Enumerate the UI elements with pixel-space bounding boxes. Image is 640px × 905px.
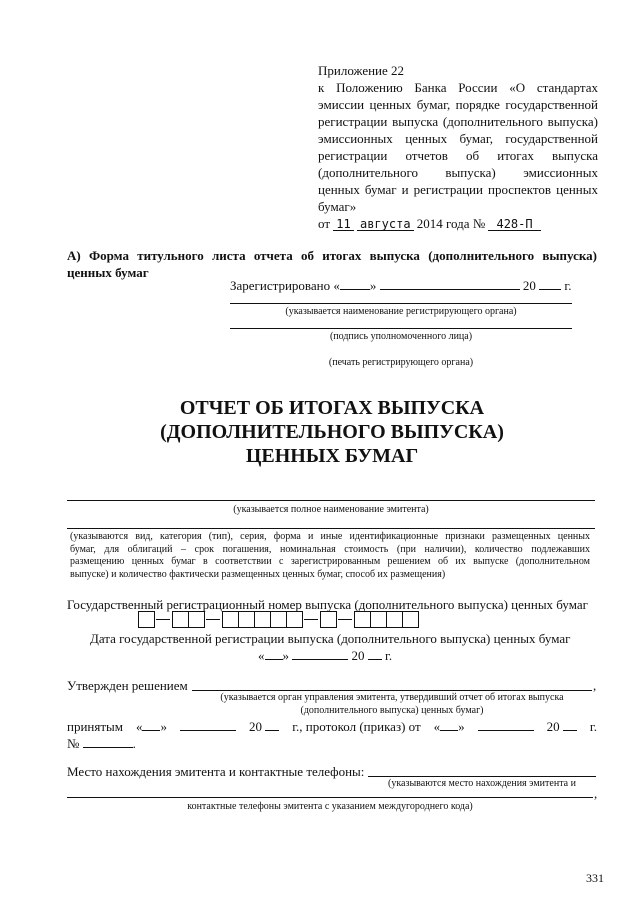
appendix-line: к Положению Банка России «О стандартах [318,80,598,95]
reg-number-separator [206,619,220,620]
approved-note-line: (указывается орган управления эмитента, утвердивший отчет об итогах выпуска [220,692,564,703]
adopted-line [67,718,597,735]
appendix-line: бумаг» [318,199,357,214]
adopted-label: принятым [67,719,123,734]
appendix-line: (дополнительного выпуска) эмиссионных [318,165,598,180]
reg-number-box[interactable] [286,611,303,628]
number-sign: № [67,736,80,751]
appendix-line: эмиссии ценных бумаг, порядке государственной [318,97,598,112]
day-field[interactable] [340,277,370,290]
reg-number-separator [156,619,170,620]
reg-number-box[interactable] [354,611,371,628]
date-number: 428-П [488,218,540,231]
quote-open: « [135,719,143,734]
date-year: 2014 года № [416,216,486,231]
securities-note-line: выпуске) и количество фактически размещенных ценных бумаг, способ их размещения) [70,568,446,580]
reg-number-separator [304,619,318,620]
document-title [67,396,597,468]
title-line: ОТЧЕТ ОБ ИТОГАХ ВЫПУСКА [179,397,485,419]
page-number: 331 [586,871,604,885]
reg-number-box[interactable] [386,611,403,628]
decision-day-field[interactable] [142,718,160,731]
reg-number-label: Государственный регистрационный номер выпуска (дополнительного выпуска) ценных бумаг [67,597,588,612]
quote-close: » [160,719,167,734]
reg-number-box[interactable] [188,611,205,628]
year-suffix: г. [564,278,572,293]
approved-label: Утвержден решением [67,678,188,693]
title-line: ЦЕННЫХ БУМАГ [245,445,419,467]
year-field[interactable] [539,277,561,290]
protocol-day-field[interactable] [440,718,458,731]
reg-number-box[interactable] [320,611,337,628]
reg-number-boxes [138,611,418,628]
seal-note: (печать регистрирующего органа) [328,357,474,368]
location-comma: , [594,786,598,801]
reg-number-box[interactable] [370,611,387,628]
signature-line[interactable] [230,328,572,329]
reg-number-box[interactable] [222,611,239,628]
organ-line[interactable] [230,303,572,304]
reg-number-box[interactable] [402,611,419,628]
reg-number-box[interactable] [270,611,287,628]
reg-date-label: Дата государственной регистрации выпуска (дополнительного выпуска) ценных бумаг [90,631,571,646]
quote-open: « [258,648,265,663]
location-line[interactable] [368,776,596,777]
reg-date-fields [258,647,392,664]
approved-note-line: (дополнительного выпуска) ценных бумаг) [300,704,484,716]
phones-line[interactable] [67,797,593,798]
securities-line[interactable] [67,528,595,529]
year-suffix: г. [589,719,597,734]
registration-label: Зарегистрировано « [230,278,340,293]
section-a-heading [67,247,597,281]
year-prefix: 20 [351,648,365,663]
reg-date-month-field[interactable] [292,647,348,660]
quote-close: » [282,648,289,663]
appendix-line: эмиссионных ценных бумаг, государственной [318,131,598,146]
reg-date-day-field[interactable] [265,647,283,660]
appendix-line: регистрации отчетов об итогах выпуска [318,148,598,163]
date-prefix: от [318,216,331,231]
section-a-line: А) Форма титульного листа отчета об итогах выпуска (дополнительного выпуска) [67,248,597,263]
date-month: августа [357,218,414,231]
protocol-number-field[interactable] [83,735,133,748]
appendix-block [318,62,598,232]
section-a-line: ценных бумаг [67,265,149,280]
decision-year-field[interactable] [265,718,279,731]
reg-number-box[interactable] [238,611,255,628]
reg-number-box[interactable] [172,611,189,628]
date-day: 11 [333,218,353,231]
title-line: (ДОПОЛНИТЕЛЬНОГО ВЫПУСКА) [160,421,504,443]
securities-note-line: размещению ценных бумаг в соответствии с зарегистрированным решением об их выпуске (дополнительном [70,556,590,567]
appendix-date [318,215,598,232]
approved-comma: , [593,678,597,693]
registration-line [230,277,600,294]
protocol-number-line [67,735,136,752]
issuer-name-line[interactable] [67,500,595,501]
reg-number-box[interactable] [254,611,271,628]
approved-note [192,692,592,717]
location-label: Место нахождения эмитента и контактные телефоны: [67,764,365,779]
securities-note [70,531,590,581]
phones-note: контактные телефоны эмитента с указанием междугороднего кода) [187,801,473,812]
location-note: (указываются место нахождения эмитента и [388,778,576,789]
period: . [132,736,136,751]
decision-month-field[interactable] [180,718,236,731]
securities-note-line: (указываются вид, категория (тип), серия, форма и иные идентификационные признаки размещенных ценных [70,531,590,542]
organ-note: (указывается наименование регистрирующего органа) [285,306,517,317]
securities-note-line: бумаг, для облигаций – срок погашения, номинальная стоимость (при наличии), количество подлежавших [70,543,590,555]
appendix-line: ценных бумаг и регистрации проспектов ценных [318,182,598,197]
year-prefix: 20 [248,719,262,734]
protocol-year-field[interactable] [563,718,577,731]
quote-open: « [433,719,441,734]
year-prefix: 20 [546,719,560,734]
month-field[interactable] [380,277,520,290]
signature-note: (подпись уполномоченного лица) [329,331,473,342]
appendix-number: Приложение 22 [318,63,405,78]
appendix-line: регистрации выпуска (дополнительного выпуска) [318,114,598,129]
issuer-name-note: (указывается полное наименование эмитента) [233,504,429,515]
protocol-month-field[interactable] [478,718,534,731]
year-suffix: г. [385,648,393,663]
reg-number-box[interactable] [138,611,155,628]
quote-close: » [458,719,465,734]
quote-close: » [369,278,377,293]
approved-organ-line[interactable] [192,690,592,691]
protocol-label: г., протокол (приказ) от [292,719,421,734]
reg-date-year-field[interactable] [368,647,382,660]
reg-number-separator [338,619,352,620]
year-prefix: 20 [522,278,536,293]
